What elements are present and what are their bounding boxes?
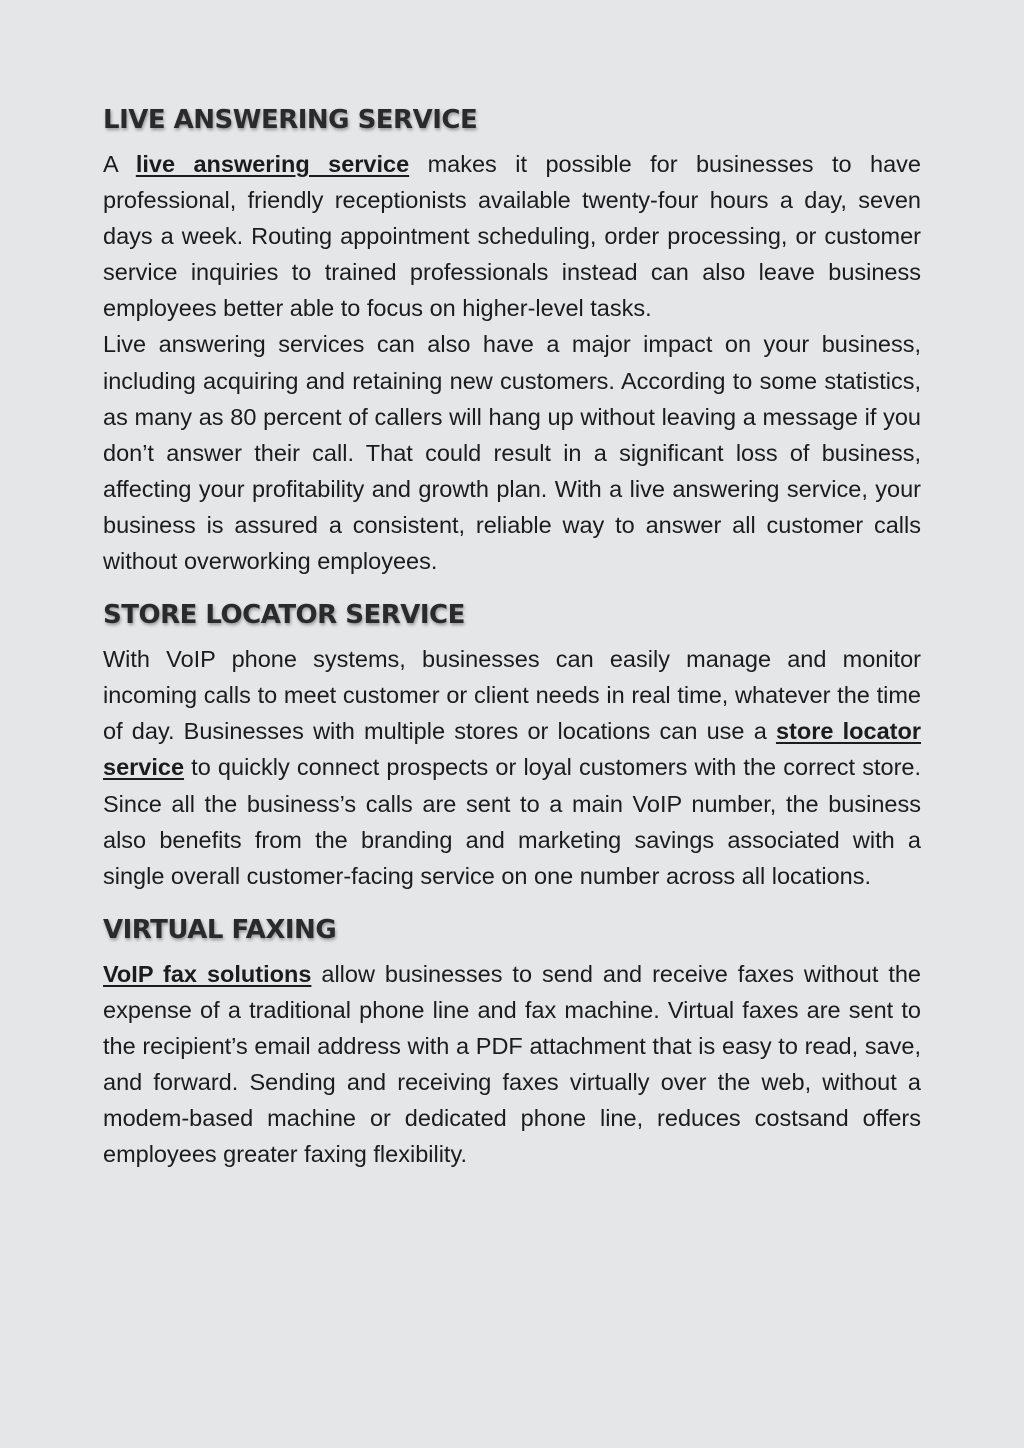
store-locator-service-link[interactable]: store locator service [103, 718, 921, 781]
paragraph-text: A [103, 151, 136, 177]
section-title: VIRTUAL FAXING [103, 914, 337, 945]
paragraph-text: allow businesses to send and receive faxes without the expense of a traditional phone line and fax machine. Virtual faxes are sent to the recipient’s email address with a PDF attachment that is easy to read, save, and forward. Sending and receiving faxes virtually over the web, without a modem-based machine or dedicated phone line, reduces costsand offers employees greater faxing flexibility. [103, 960, 922, 1168]
section-title: STORE LOCATOR SERVICE [103, 600, 465, 631]
paragraph [103, 146, 921, 326]
paragraph-text: makes it possible for businesses to have professional, friendly receptionists available twenty-four hours a day, seven days a week. Routing appointment scheduling, order processing, or customer service inquiries to trained professionals instead can also leave business employees better able to focus on higher-level tasks. [103, 151, 921, 322]
live-answering-service-link[interactable]: live answering service [135, 151, 410, 177]
voip-fax-solutions-link[interactable]: VoIP fax solutions [103, 960, 312, 987]
section-live-answering [103, 102, 921, 579]
paragraph-text: to quickly connect prospects or loyal customers with the correct store. Since all the business’s calls are sent to a main VoIP number, the business also benefits from the branding and marketing savings associated with a single overall customer-facing service on one number across all locations. [103, 754, 921, 889]
document-page [103, 102, 921, 1172]
paragraph [103, 956, 921, 1173]
paragraph: Live answering services can also have a major impact on your business, including acquiring and retaining new customers. According to some statistics, as many as 80 percent of callers will hang up without leaving a message if you don’t answer their call. That could result in a significant loss of business, affecting your profitability and growth plan. With a live answering service, your business is assured a consistent, reliable way to answer all customer calls without overworking employees. [103, 331, 921, 575]
section-virtual-faxing [103, 912, 921, 1173]
paragraph-text: With VoIP phone systems, businesses can easily manage and monitor incoming calls to meet customer or client needs in real time, whatever the time of day. Businesses with multiple stores or locations can use a [103, 646, 921, 745]
paragraph [103, 641, 921, 894]
section-store-locator [103, 597, 921, 894]
section-title: LIVE ANSWERING SERVICE [103, 105, 478, 135]
